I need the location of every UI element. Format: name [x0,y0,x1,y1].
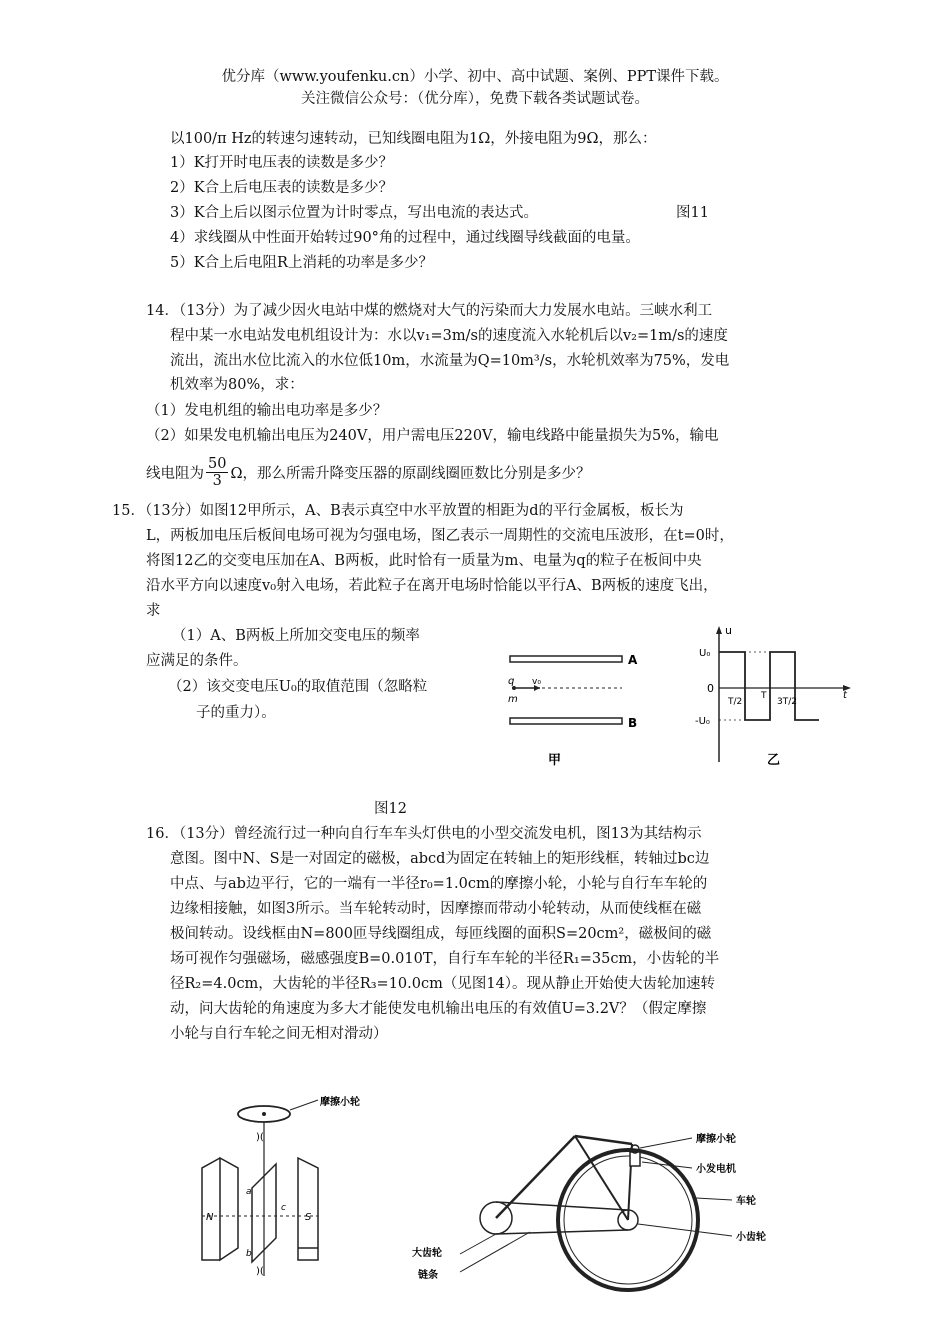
q13-item-2: 2）K合上后电压表的读数是多少？ [170,180,394,196]
bearing-bottom: )( [256,1266,264,1277]
q13-intro-a: 以100/ [170,131,218,147]
small-generator [630,1152,640,1166]
q14-last-post: Ω，那么所需升降变压器的原副线圈匝数比分别是多少？ [230,465,591,482]
q14-line-2: 程中某一水电站发电机组设计为：水以v₁=3m/s的速度流入水轮机后以v₂=1m/s的速度 [170,328,728,344]
q15-sub-1: （1）A、B两板上所加交变电压的频率 [172,628,420,644]
q16-line-7: 径R₂=4.0cm，大齿轮的半径R₃=10.0cm（见图14）。现从静止开始使大齿轮加速转 [170,976,716,992]
label-big-gear: 大齿轮 [412,1248,442,1259]
label-S: S [305,1212,312,1223]
ptr-chain [460,1232,530,1272]
ptr-wheel [696,1198,732,1200]
u-arrow [716,626,722,634]
q16-line-4: 边缘相接触，如图3所示。当车轮转动时，因摩擦而带动小轮转动，从而使线框在磁 [170,901,702,917]
q15-sub-2: 应满足的条件。 [146,653,248,669]
q15-line-4: 沿水平方向以速度v₀射入电场，若此粒子在离开电场时恰能以平行A、B两板的速度飞出， [146,578,718,594]
q13-intro-pi: π [217,131,227,147]
label-v0: v₀ [532,677,541,687]
q15-line-1: 15．（13分）如图12甲所示，A、B表示真空中水平放置的相距为d的平行金属板，板长为 [112,503,684,519]
plate-a [510,656,622,662]
q16-line-9: 小轮与自行车轮之间无相对滑动） [170,1026,388,1042]
label-U0: U₀ [699,648,711,659]
label-half-T: T/2 [728,697,743,707]
q14-last-line [146,452,590,492]
label-friction-wheel: 摩擦小轮 [320,1097,360,1108]
wheel-hub [262,1112,266,1116]
ptr-small-gear [638,1224,732,1236]
q13-item-3: 3）K合上后以图示位置为计时零点，写出电流的表达式。 [170,205,539,221]
q13-item-1: 1）K打开时电压表的读数是多少？ [170,155,394,171]
label-A: A [628,653,638,667]
q14-frac-den: 3 [212,472,222,489]
header-line-2: 关注微信公众号：（优分库），免费下载各类试题试卷。 [301,91,649,107]
q16-line-3: 中点、与ab边平行，它的一端有一半径r₀=1.0cm的摩擦小轮，小轮与自行车车轮的 [170,876,708,892]
q15-fig-label: 图12 [374,801,407,817]
fig12-yi [695,622,855,772]
label-t: t [843,690,847,701]
caption-yi: 乙 [767,753,781,768]
q14-frac-num: 50 [208,455,227,472]
label-m: m [508,694,518,705]
chain-bottom [496,1230,628,1234]
fig12-jia [500,640,660,770]
bearing-top: )( [256,1132,264,1143]
q16-line-6: 场可视作匀强磁场，磁感强度B=0.010T，自行车车轮的半径R₁=35cm，小齿轮的半 [170,951,720,967]
q15-line-3: 将图12乙的交变电压加在A、B两板，此时恰有一质量为m、电量为q的粒子在板间中央 [146,553,702,569]
q13-item-4: 4）求线圈从中性面开始转过90°角的过程中，通过线圈导线截面的电量。 [170,230,640,246]
q15-line-5: 求 [146,603,161,619]
label-neg-U0: -U₀ [695,716,710,727]
q14-line-1: 14．（13分）为了减少因火电站中煤的燃烧对大气的污染而大力发展水电站。三峡水利工 [146,303,713,319]
q14-line-6: （2）如果发电机输出电压为240V，用户需电压220V，输电线路中能量损失为5%，输电 [146,428,719,444]
magnet-s [298,1158,318,1260]
label-N: N [206,1212,214,1223]
label-c: c [281,1203,286,1213]
ptr-friction [640,1138,692,1148]
header-line-1: 优分库（www.youfenku.cn）小学、初中、高中试题、案例、PPT课件下载。 [221,69,729,85]
label-zero: 0 [707,682,714,695]
label-T: T [761,691,767,701]
label-small-gear: 小齿轮 [736,1232,766,1243]
frame-top [575,1136,632,1144]
q14-last-pre: 线电阻为 [146,465,204,482]
label-generator: 小发电机 [696,1164,736,1175]
q13-intro [170,128,656,150]
magnet-n [202,1158,238,1260]
label-friction-wheel-14: 摩擦小轮 [696,1134,736,1145]
wheel-pointer [290,1100,318,1110]
q13-item-5: 5）K合上后电阻R上消耗的功率是多少？ [170,255,433,271]
q16-line-1: 16．（13分）曾经流行过一种向自行车车头灯供电的小型交流发电机，图13为其结构示 [146,826,702,842]
label-chain: 链条 [418,1270,438,1281]
label-u: u [725,624,732,637]
label-b: b [246,1249,252,1259]
q13-fig-label: 图11 [676,205,709,221]
label-B: B [628,716,638,730]
label-a: a [246,1187,252,1197]
q15-sub-4: 子的重力）。 [196,705,276,721]
label-3half-T: 3T/2 [777,697,797,707]
fig13-generator [190,1088,390,1288]
q14-fraction [206,456,228,489]
q15-sub-3: （2）该交变电压U₀的取值范围（忽略粒 [168,679,428,695]
q16-line-2: 意图。图中N、S是一对固定的磁极，abcd为固定在转轴上的矩形线框，转轴过bc边 [170,851,710,867]
label-q: q [508,676,515,687]
q15-line-2: L，两板加电压后板间电场可视为匀强电场，图乙表示一周期性的交流电压波形，在t=0时， [146,528,734,544]
q14-line-3: 流出，流出水位比流入的水位低10m，水流量为Q=10m³/s，水轮机效率为75%，发电 [170,353,730,369]
q14-line-4: 机效率为80%，求： [170,377,304,393]
label-wheel: 车轮 [736,1196,756,1207]
ptr-big-gear [460,1234,496,1254]
q16-line-8: 动，问大齿轮的角速度为多大才能使发电机输出电压的有效值U=3.2V？（假定摩擦 [170,1001,707,1017]
plate-b [510,718,622,724]
q13-intro-b: Hz的转速匀速转动，已知线圈电阻为1Ω，外接电阻为9Ω，那么： [226,131,657,147]
q16-line-5: 极间转动。设线框由N=800匝导线圈组成，每匝线圈的面积S=20cm²，磁极间的磁 [170,926,712,942]
caption-jia: 甲 [548,753,562,768]
square-wave [719,652,819,720]
q14-line-5: （1）发电机组的输出电功率是多少？ [146,403,388,419]
fig14-bicycle [400,1122,820,1292]
